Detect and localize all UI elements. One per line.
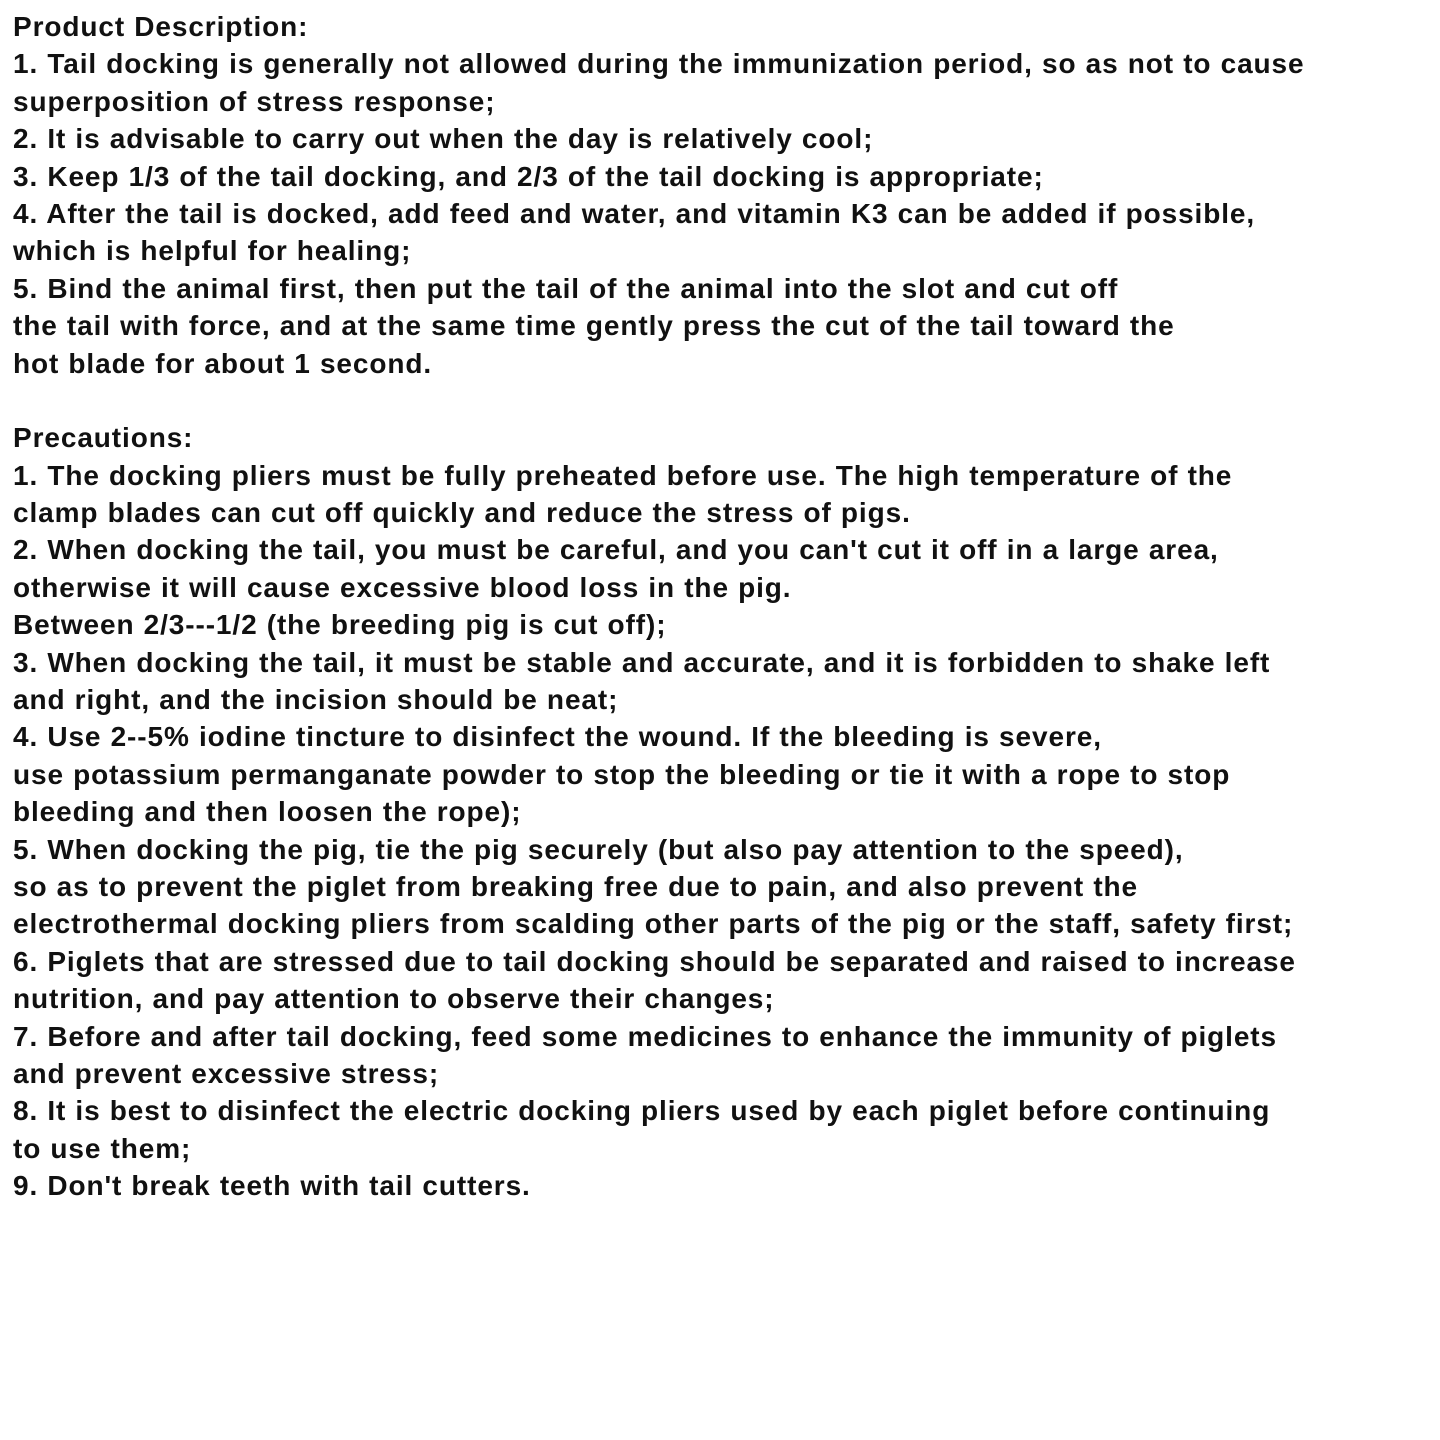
product-description-line: 1. Tail docking is generally not allowed during the immunization period, so as not to cause bbox=[13, 48, 1305, 80]
document-body bbox=[13, 8, 1433, 1205]
product-description-line: 3. Keep 1/3 of the tail docking, and 2/3 of the tail docking is appropriate; bbox=[13, 160, 1044, 192]
product-description-line: 5. Bind the animal first, then put the tail of the animal into the slot and cut off bbox=[13, 272, 1119, 304]
product-description-heading: Product Description: bbox=[13, 11, 309, 42]
product-description-line: superposition of stress response; bbox=[13, 85, 496, 117]
precaution-line: bleeding and then loosen the rope); bbox=[13, 796, 522, 828]
product-description-line: 4. After the tail is docked, add feed and water, and vitamin K3 can be added if possible, bbox=[13, 197, 1256, 229]
precaution-line: 7. Before and after tail docking, feed some medicines to enhance the immunity of piglets bbox=[13, 1020, 1278, 1052]
precautions-heading: Precautions: bbox=[13, 422, 194, 454]
precaution-line: 8. It is best to disinfect the electric docking pliers used by each piglet before continuing bbox=[13, 1095, 1271, 1127]
precaution-line: 4. Use 2--5% iodine tincture to disinfect the wound. If the bleeding is severe, bbox=[13, 721, 1102, 753]
precaution-line: otherwise it will cause excessive blood loss in the pig. bbox=[13, 571, 792, 603]
precaution-line: 1. The docking pliers must be fully preheated before use. The high temperature of the bbox=[13, 459, 1233, 491]
product-description-line: which is helpful for healing; bbox=[13, 235, 412, 267]
product-description-line: the tail with force, and at the same time gently press the cut of the tail toward the bbox=[13, 310, 1175, 342]
precautions-section bbox=[13, 419, 1433, 1204]
precaution-line: so as to prevent the piglet from breaking free due to pain, and also prevent the bbox=[13, 870, 1139, 902]
precaution-line: 5. When docking the pig, tie the pig securely (but also pay attention to the speed), bbox=[13, 833, 1184, 865]
precaution-line: 3. When docking the tail, it must be stable and accurate, and it is forbidden to shake left bbox=[13, 646, 1271, 678]
precaution-line: 9. Don't break teeth with tail cutters. bbox=[13, 1170, 531, 1202]
precaution-line: 6. Piglets that are stressed due to tail docking should be separated and raised to increase bbox=[13, 945, 1296, 977]
precaution-line: use potassium permanganate powder to stop the bleeding or tie it with a rope to stop bbox=[13, 758, 1231, 790]
precaution-line: and right, and the incision should be neat; bbox=[13, 684, 619, 716]
product-description-line: 2. It is advisable to carry out when the day is relatively cool; bbox=[13, 123, 874, 155]
product-description-section bbox=[13, 8, 1433, 382]
precaution-line: nutrition, and pay attention to observe their changes; bbox=[13, 983, 775, 1015]
precaution-line: to use them; bbox=[13, 1132, 192, 1164]
precaution-line: clamp blades can cut off quickly and reduce the stress of pigs. bbox=[13, 497, 911, 529]
precaution-line: electrothermal docking pliers from scalding other parts of the pig or the staff, safety first; bbox=[13, 908, 1294, 940]
precaution-line: Between 2/3---1/2 (the breeding pig is cut off); bbox=[13, 609, 667, 641]
precaution-line: and prevent excessive stress; bbox=[13, 1057, 440, 1089]
product-description-line: hot blade for about 1 second. bbox=[13, 347, 433, 379]
precaution-line: 2. When docking the tail, you must be careful, and you can't cut it off in a large area, bbox=[13, 534, 1219, 566]
section-spacer bbox=[13, 382, 1433, 419]
